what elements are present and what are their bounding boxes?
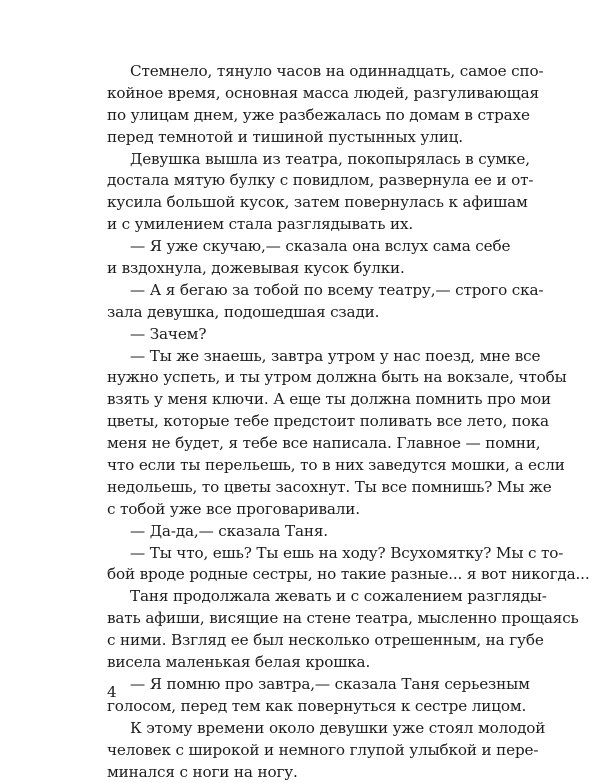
text-line: койное время, основная масса людей, разгуливающая xyxy=(107,83,507,105)
text-line: человек с широкой и немного глупой улыбкой и пере- xyxy=(107,740,507,762)
text-line: — Я помню про завтра,— сказала Таня серьезным xyxy=(107,674,507,696)
paragraph xyxy=(107,543,507,587)
text-line: голосом, перед тем как повернуться к сестре лицом. xyxy=(107,696,507,718)
text-line: с ними. Взгляд ее был несколько отрешенным, на губе xyxy=(107,630,507,652)
paragraph xyxy=(107,586,507,674)
text-line: цветы, которые тебе предстоит поливать все лето, пока xyxy=(107,411,507,433)
text-line: — А я бегаю за тобой по всему театру,— строго ска- xyxy=(107,280,507,302)
text-line: — Да-да,— сказала Таня. xyxy=(107,521,507,543)
text-line: — Зачем? xyxy=(107,324,507,346)
text-line: минался с ноги на ногу. xyxy=(107,762,507,783)
text-line: перед темнотой и тишиной пустынных улиц. xyxy=(107,127,507,149)
text-line: достала мятую булку с повидлом, развернула ее и от- xyxy=(107,170,507,192)
text-line: — Я уже скучаю,— сказала она вслух сама себе xyxy=(107,236,507,258)
text-line: вать афиши, висящие на стене театра, мысленно прощаясь xyxy=(107,608,507,630)
text-line: кусила большой кусок, затем повернулась к афишам xyxy=(107,192,507,214)
body-text xyxy=(107,61,507,783)
text-line: — Ты же знаешь, завтра утром у нас поезд, мне все xyxy=(107,346,507,368)
text-line: Девушка вышла из театра, покопырялась в сумке, xyxy=(107,149,507,171)
paragraph xyxy=(107,149,507,237)
text-line: недольешь, то цветы засохнут. Ты все помнишь? Мы же xyxy=(107,477,507,499)
text-line: по улицам днем, уже разбежалась по домам в страхе xyxy=(107,105,507,127)
text-line: и с умилением стала разглядывать их. xyxy=(107,214,507,236)
text-line: висела маленькая белая крошка. xyxy=(107,652,507,674)
text-line: К этому времени около девушки уже стоял молодой xyxy=(107,718,507,740)
paragraph xyxy=(107,718,507,783)
text-line: Стемнело, тянуло часов на одиннадцать, самое спо- xyxy=(107,61,507,83)
paragraph xyxy=(107,236,507,280)
paragraph xyxy=(107,61,507,149)
text-line: бой вроде родные сестры, но такие разные... я вот никогда... xyxy=(107,564,507,586)
text-line: — Ты что, ешь? Ты ешь на ходу? Всухомятку? Мы с то- xyxy=(107,543,507,565)
paragraph xyxy=(107,674,507,718)
text-line: и вздохнула, дожевывая кусок булки. xyxy=(107,258,507,280)
paragraph xyxy=(107,346,507,521)
text-line: с тобой уже все проговаривали. xyxy=(107,499,507,521)
text-line: что если ты перельешь, то в них заведутся мошки, а если xyxy=(107,455,507,477)
text-line: нужно успеть, и ты утром должна быть на вокзале, чтобы xyxy=(107,367,507,389)
text-line: Таня продолжала жевать и с сожалением разгляды- xyxy=(107,586,507,608)
paragraph xyxy=(107,324,507,346)
text-line: взять у меня ключи. А еще ты должна помнить про мои xyxy=(107,389,507,411)
paragraph xyxy=(107,280,507,324)
page-number: 4 xyxy=(107,682,117,702)
text-line: меня не будет, я тебе все написала. Главное — помни, xyxy=(107,433,507,455)
text-line: зала девушка, подошедшая сзади. xyxy=(107,302,507,324)
paragraph xyxy=(107,521,507,543)
